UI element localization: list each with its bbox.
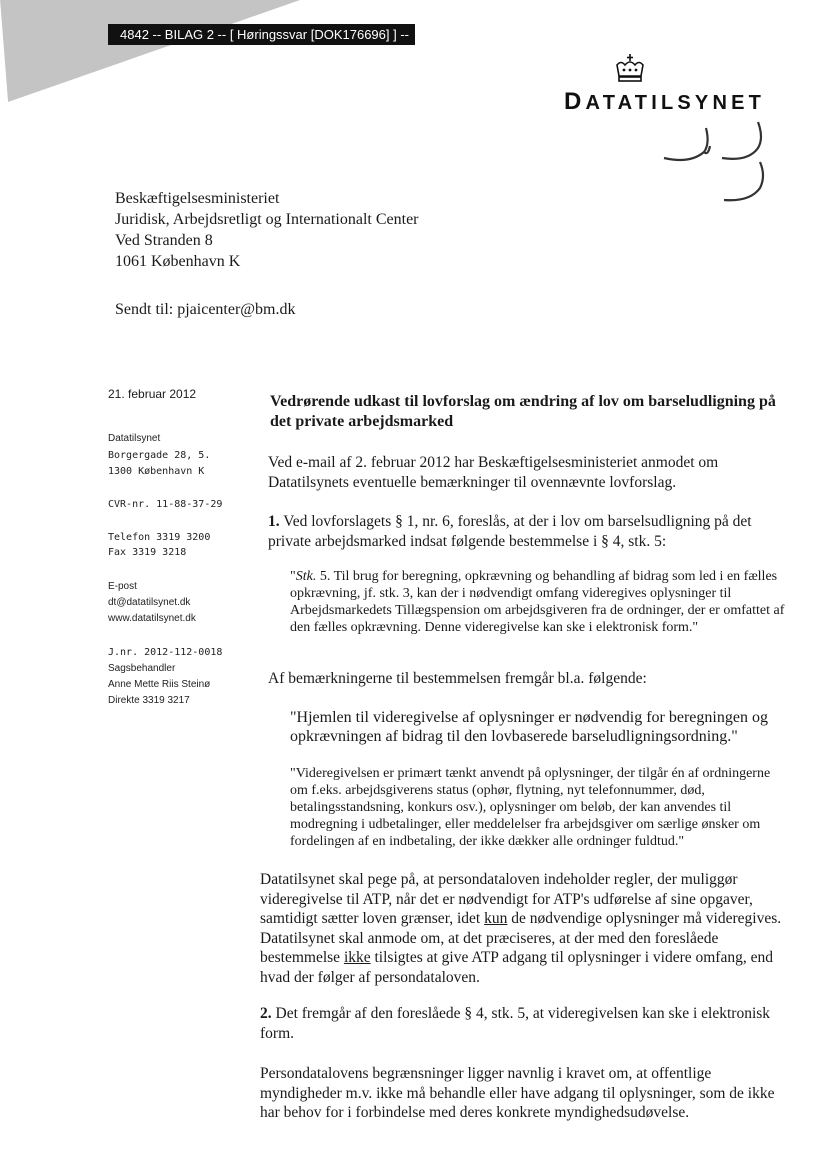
quote-provision [290, 568, 790, 636]
direct-phone: Direkte 3319 3217 [108, 695, 190, 706]
sender-city: 1300 København K [108, 466, 205, 477]
assessment-text-c: tilsigtes at give ATP adgang til oplysninger i videre omfang, end hvad der følger af persondataloven. [260, 949, 773, 986]
paragraph-limitations: Persondatalovens begrænsninger ligger navnlig i kravet om, at offentlige myndigheder m.v. ikke må behandle eller have adgang til oplysninger, som de ikke har behov for i forbindelse med deres konkrete myndighedsudøvelse. [260, 1065, 775, 1121]
caseworker-name: Anne Mette Riis Steinø [108, 679, 211, 690]
assessment-text-b: de nødvendige oplysninger må videregives. Datatilsynet skal anmode om, at det præciseres, at der med den foreslåede bestemmelse [260, 910, 782, 966]
recipient-line-2: Juridisk, Arbejdsretligt og Internationalt Center [115, 211, 419, 228]
sender-org: Datatilsynet [108, 433, 161, 444]
sender-street: Borgergade 28, 5. [108, 450, 211, 461]
brand-initial: D [564, 88, 586, 115]
emphasis-ikke: ikke [343, 949, 371, 966]
document-header-tag: 4842 -- BILAG 2 -- [ Høringssvar [DOK176696] ] -- [108, 24, 415, 45]
recipient-line-1: Beskæftigelsesministeriet [115, 190, 280, 207]
point-2-text: Det fremgår af den foreslåede § 4, stk. 5, at videregivelsen kan ske i elektronisk form. [260, 1005, 771, 1042]
paragraph-assessment [260, 870, 790, 987]
quote-remarks-2: "Videregivelsen er primært tænkt anvendt på oplysninger, der tilgår én af ordningerne om f.eks. arbejdsgiverens status (ophør, flytning, nyt telefonnummer, død, betalingsstandsning, konkurs osv.), oplysninger om beløb, der kan anvendes til modregning i udbetalinger, eller meddelelser fra arbejdsgiver om særlige ønsker om fordelingen af en indbetaling, der ikke dækker alle ordninger fuldtud." [290, 766, 771, 849]
quote-provision-text: 5. Til brug for beregning, opkrævning og behandling af bidrag som led i en fælles opkrævning, jf. stk. 3, kan der i nødvendigt omfang videregives oplysninger til Arbejdsmarkedets Tillægspension om arbejdsgiveren fra de ordninger, der er omfattet af den fælles opkrævning. Denne videregivelse kan ske i elektronisk form." [290, 569, 785, 635]
quote-remarks-1: "Hjemlen til videregivelse af oplysninger er nødvendig for beregningen og opkrævningen af bidrag til den lovbaserede barseludligningsordning." [290, 709, 768, 745]
paragraph-point-2 [260, 1004, 790, 1043]
quote-stk-label: Stk. [295, 569, 317, 584]
paragraph-point-1 [268, 512, 790, 551]
sender-cvr: CVR-nr. 11-88-37-29 [108, 499, 223, 510]
sent-to-line: Sendt til: pjaicenter@bm.dk [115, 301, 296, 318]
letter-subject: Vedrørende udkast til lovforslag om ændring af lov om barseludligning på det private arbejdsmarked [270, 393, 776, 430]
quote-open-mark: " [290, 569, 296, 584]
point-number-2: 2. [260, 1005, 272, 1022]
crown-icon [612, 54, 648, 84]
point-number-1: 1. [268, 513, 280, 530]
sender-website: www.datatilsynet.dk [108, 613, 196, 624]
recipient-line-4: 1061 København K [115, 253, 241, 270]
assessment-text-a: Datatilsynet skal pege på, at persondataloven indeholder regler, der muliggør videregivelse til ATP, når det er nødvendigt for ATP's udførelse af sine opgaver, samtidigt sætter loven grænser, idet [260, 871, 753, 927]
brand-wordmark [564, 88, 765, 116]
email-label: E-post [108, 581, 137, 592]
emphasis-kun: kun [484, 910, 508, 927]
paragraph-remarks-intro: Af bemærkningerne til bestemmelsen fremgår bl.a. følgende: [268, 670, 647, 687]
sender-phone: Telefon 3319 3200 [108, 532, 211, 543]
received-stamp-marks [660, 118, 790, 204]
sender-email: dt@datatilsynet.dk [108, 597, 191, 608]
caseworker-label: Sagsbehandler [108, 663, 176, 674]
paragraph-intro: Ved e-mail af 2. februar 2012 har Beskæftigelsesministeriet anmodet om Datatilsynets eventuelle bemærkninger til ovennævnte lovforslag. [268, 454, 719, 491]
letter-date: 21. februar 2012 [108, 387, 197, 401]
recipient-address [115, 188, 419, 272]
recipient-line-3: Ved Stranden 8 [115, 232, 213, 249]
journal-number: J.nr. 2012-112-0018 [108, 647, 223, 658]
point-1-text: Ved lovforslagets § 1, nr. 6, foreslås, at der i lov om barselsudligning på det private arbejdsmarked indsat følgende bestemmelse i § 4, stk. 5: [268, 513, 752, 550]
sender-fax: Fax 3319 3218 [108, 547, 187, 558]
brand-rest: ATATILSYNET [585, 92, 766, 114]
scan-corner-fold [0, 0, 300, 110]
